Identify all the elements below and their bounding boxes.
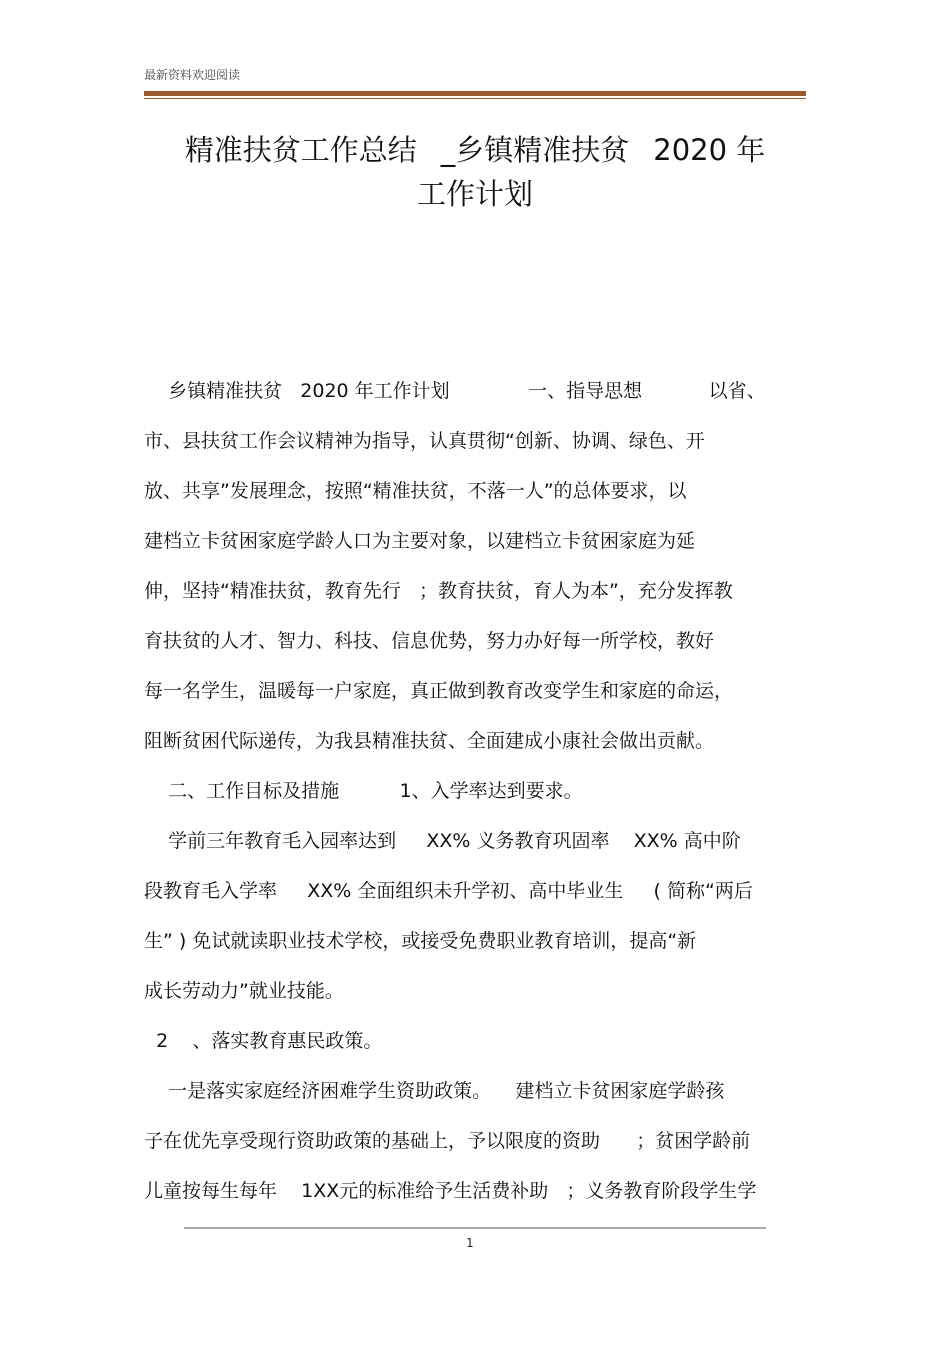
body-line: 市、县扶贫工作会议精神为指导，认真贯彻“创新、协调、绿色、开 <box>144 430 705 452</box>
title-part-3: 2020 年 <box>653 133 766 167</box>
body-line: 成长劳动力”就业技能。 <box>144 980 344 1002</box>
body-line: 学前三年教育毛入园率达到 XX% 义务教育巩固率 XX% 高中阶 <box>144 830 741 852</box>
title-part-2: _乡镇精准扶贫 <box>440 133 630 167</box>
title-part-1: 精准扶贫工作总结 <box>184 133 417 167</box>
body-line: 乡镇精准扶贫 2020 年工作计划 一、指导思想 以省、 <box>144 380 766 402</box>
page-number: 1 <box>466 1236 474 1250</box>
body-line: 育扶贫的人才、智力、科技、信息优势，努力办好每一所学校，教好 <box>144 630 715 652</box>
title-line-1 <box>144 128 806 172</box>
body-line: 二、工作目标及措施 1、入学率达到要求。 <box>144 780 583 802</box>
body-line: 伸，坚持“精准扶贫，教育先行 ；教育扶贫，育人为本”，充分发挥教 <box>144 580 733 602</box>
body-line: 一是落实家庭经济困难学生资助政策。 建档立卡贫困家庭学龄孩 <box>144 1080 725 1102</box>
body-line: 每一名学生，温暖每一户家庭，真正做到教育改变学生和家庭的命运， <box>144 680 734 702</box>
body-line: 生” ) 免试就读职业技术学校，或接受免费职业教育培训，提高“新 <box>144 930 697 952</box>
title-line-2: 工作计划 <box>416 177 533 211</box>
running-header: 最新资料欢迎阅读 <box>144 68 241 82</box>
body-line: 子在优先享受现行资助政策的基础上，予以限度的资助 ；贫困学龄前 <box>144 1130 751 1152</box>
body-line: 段教育毛入学率 XX% 全面组织未升学初、高中毕业生 ( 简称“两后 <box>144 880 753 902</box>
body-line: 放、共享”发展理念，按照“精准扶贫，不落一人”的总体要求，以 <box>144 480 687 502</box>
header-rule-thick <box>144 91 806 96</box>
body-line: 2 、落实教育惠民政策。 <box>144 1030 383 1052</box>
body-line: 儿童按每生每年 1XX元的标准给予生活费补助 ；义务教育阶段学生学 <box>144 1180 757 1202</box>
body-line: 建档立卡贫困家庭学龄人口为主要对象，以建档立卡贫困家庭为延 <box>144 530 696 552</box>
header-rule-thin <box>144 98 806 99</box>
footer-rule <box>184 1227 766 1229</box>
document-title <box>144 128 806 216</box>
body-line: 阻断贫困代际递传，为我县精准扶贫、全面建成小康社会做出贡献。 <box>144 730 715 752</box>
